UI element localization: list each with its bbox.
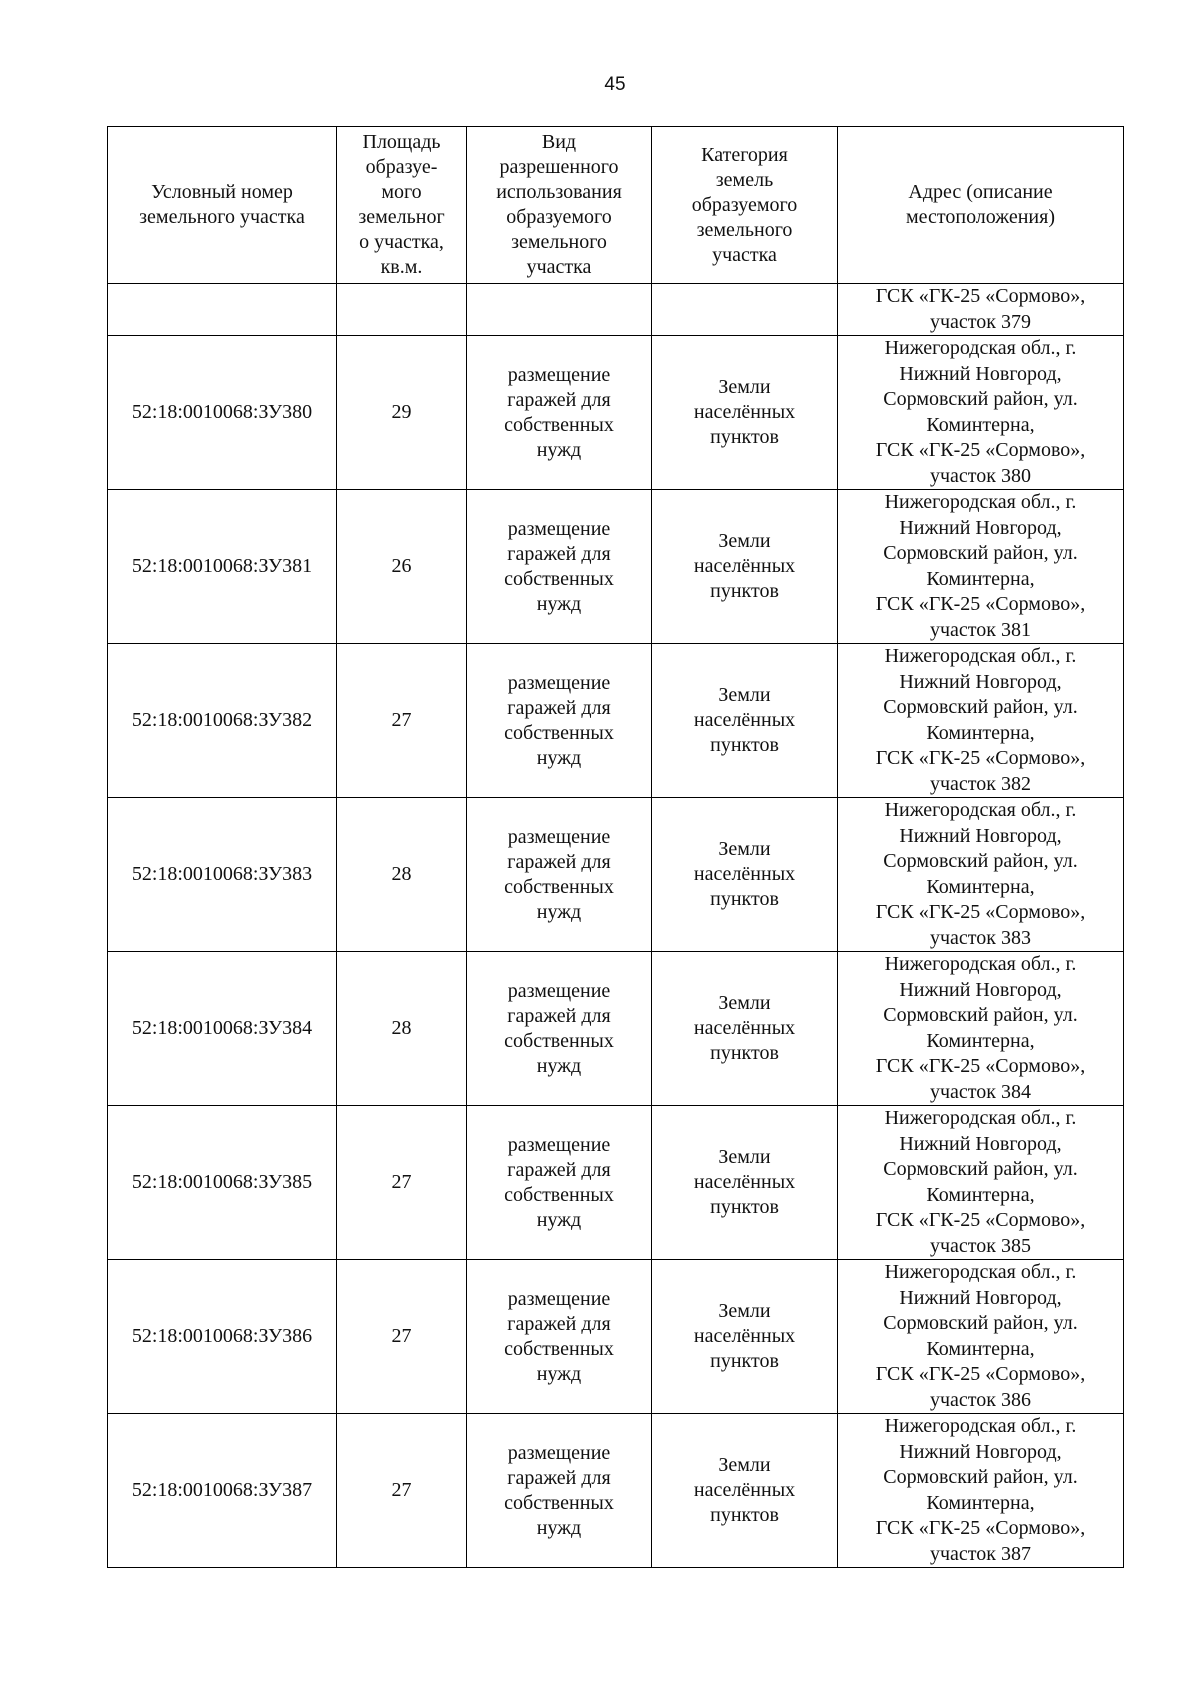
address-line: Нижегородская обл., г. <box>884 645 1077 667</box>
continuation-area-cell <box>337 284 467 336</box>
table-row <box>108 1414 1124 1568</box>
permitted-use-line: нужд <box>536 1054 582 1077</box>
permitted-use-line: гаражей для <box>507 1312 611 1335</box>
address-line: участок 387 <box>929 1542 1031 1565</box>
permitted-use-line: нужд <box>536 746 582 769</box>
table-row <box>108 1106 1124 1260</box>
permitted-use-line: размещение <box>507 517 611 540</box>
permitted-use-cell <box>467 336 652 490</box>
area-cell: 27 <box>337 644 467 798</box>
permitted-use-line: размещение <box>507 825 611 848</box>
permitted-use-line: нужд <box>536 1362 582 1385</box>
permitted-use-cell <box>467 1260 652 1414</box>
land-category-line: пунктов <box>710 1196 779 1218</box>
table-row <box>108 336 1124 490</box>
plot-number-cell: 52:18:0010068:ЗУ381 <box>108 490 337 644</box>
header-permitted-use: Вид разрешенного использования образуемого земельного участка <box>467 127 652 284</box>
plot-number-cell: 52:18:0010068:ЗУ380 <box>108 336 337 490</box>
permitted-use-line: гаражей для <box>507 1466 611 1489</box>
address-line: ГСК «ГК-25 «Сормово», <box>875 1363 1086 1385</box>
address-cell <box>838 798 1124 952</box>
address-line: ГСК «ГК-25 «Сормово», <box>875 593 1086 615</box>
address-line: Нижний Новгород, <box>899 362 1062 385</box>
address-line: Коминтерна, <box>926 1491 1035 1514</box>
permitted-use-line: гаражей для <box>507 388 611 411</box>
permitted-use-cell <box>467 798 652 952</box>
address-line: Коминтерна, <box>926 875 1035 898</box>
area-cell: 28 <box>337 798 467 952</box>
address-line: Сормовский район, ул. <box>883 1158 1078 1180</box>
address-line: участок 380 <box>929 464 1031 487</box>
address-line: Нижний Новгород, <box>899 516 1062 539</box>
area-cell: 28 <box>337 952 467 1106</box>
plot-number-cell: 52:18:0010068:ЗУ386 <box>108 1260 337 1414</box>
address-line: участок 383 <box>929 926 1031 949</box>
permitted-use-line: собственных <box>504 1491 614 1514</box>
permitted-use-line: собственных <box>504 1337 614 1360</box>
land-category-line: населённых <box>693 1171 796 1193</box>
continuation-plot-number-cell <box>108 284 337 336</box>
address-line: Коминтерна, <box>926 1183 1035 1206</box>
continuation-address-cell: ГСК «ГК-25 «Сормово», участок 379 <box>838 284 1124 336</box>
address-line: участок 385 <box>929 1234 1031 1257</box>
permitted-use-line: размещение <box>507 1133 611 1156</box>
permitted-use-line: собственных <box>504 567 614 590</box>
address-cell <box>838 490 1124 644</box>
address-line: ГСК «ГК-25 «Сормово», <box>875 901 1086 923</box>
address-cell <box>838 336 1124 490</box>
land-category-cell <box>652 644 838 798</box>
address-line: Коминтерна, <box>926 721 1035 744</box>
land-category-line: пунктов <box>710 1350 779 1372</box>
address-line: ГСК «ГК-25 «Сормово», <box>875 1055 1086 1077</box>
address-line: Нижегородская обл., г. <box>884 1261 1077 1283</box>
address-cell <box>838 644 1124 798</box>
address-line: Коминтерна, <box>926 567 1035 590</box>
land-category-line: населённых <box>693 1017 796 1039</box>
address-line: ГСК «ГК-25 «Сормово», <box>875 747 1086 769</box>
plot-number-cell: 52:18:0010068:ЗУ384 <box>108 952 337 1106</box>
address-line: Нижний Новгород, <box>899 978 1062 1001</box>
address-line: ГСК «ГК-25 «Сормово», <box>875 1517 1086 1539</box>
address-cell <box>838 952 1124 1106</box>
permitted-use-line: собственных <box>504 1029 614 1052</box>
address-line: Нижний Новгород, <box>899 1440 1062 1463</box>
address-line: Нижегородская обл., г. <box>884 491 1077 513</box>
land-category-line: Земли <box>718 684 771 706</box>
land-category-line: Земли <box>718 376 771 398</box>
address-cell <box>838 1106 1124 1260</box>
address-line: Нижегородская обл., г. <box>884 799 1077 821</box>
header-address: Адрес (описание местоположения) <box>838 127 1124 284</box>
permitted-use-line: гаражей для <box>507 850 611 873</box>
table-row <box>108 644 1124 798</box>
permitted-use-cell <box>467 952 652 1106</box>
land-category-cell <box>652 1106 838 1260</box>
address-line: Коминтерна, <box>926 413 1035 436</box>
land-category-line: населённых <box>693 1325 796 1347</box>
table-row <box>108 798 1124 952</box>
permitted-use-line: собственных <box>504 721 614 744</box>
land-category-line: населённых <box>693 555 796 577</box>
land-category-cell <box>652 1414 838 1568</box>
permitted-use-line: гаражей для <box>507 1004 611 1027</box>
land-category-cell <box>652 490 838 644</box>
permitted-use-cell <box>467 490 652 644</box>
land-category-line: Земли <box>718 1454 771 1476</box>
table-row <box>108 490 1124 644</box>
address-line: ГСК «ГК-25 «Сормово», <box>875 1209 1086 1231</box>
permitted-use-line: гаражей для <box>507 1158 611 1181</box>
address-line: Сормовский район, ул. <box>883 1466 1078 1488</box>
area-cell: 27 <box>337 1260 467 1414</box>
permitted-use-line: собственных <box>504 413 614 436</box>
land-category-line: населённых <box>693 401 796 423</box>
address-line: Коминтерна, <box>926 1029 1035 1052</box>
permitted-use-line: нужд <box>536 592 582 615</box>
plot-number-cell: 52:18:0010068:ЗУ387 <box>108 1414 337 1568</box>
permitted-use-line: нужд <box>536 1516 582 1539</box>
land-category-line: пунктов <box>710 888 779 910</box>
permitted-use-line: гаражей для <box>507 542 611 565</box>
permitted-use-line: гаражей для <box>507 696 611 719</box>
address-line: участок 382 <box>929 772 1031 795</box>
permitted-use-line: размещение <box>507 979 611 1002</box>
permitted-use-line: размещение <box>507 363 611 386</box>
land-category-line: населённых <box>693 709 796 731</box>
address-line: участок 381 <box>929 618 1031 641</box>
land-plots-table <box>107 126 1124 1568</box>
address-line: Нижегородская обл., г. <box>884 337 1077 359</box>
permitted-use-cell <box>467 644 652 798</box>
area-cell: 26 <box>337 490 467 644</box>
header-area: Площадь образуе- мого земельног о участка, кв.м. <box>337 127 467 284</box>
land-category-line: Земли <box>718 992 771 1014</box>
address-line: Нижний Новгород, <box>899 670 1062 693</box>
address-line: Нижний Новгород, <box>899 824 1062 847</box>
address-line: участок 384 <box>929 1080 1031 1103</box>
permitted-use-line: собственных <box>504 875 614 898</box>
permitted-use-cell <box>467 1414 652 1568</box>
permitted-use-line: размещение <box>507 1441 611 1464</box>
permitted-use-line: размещение <box>507 1287 611 1310</box>
page-number: 45 <box>604 74 626 95</box>
land-category-line: пунктов <box>710 580 779 602</box>
land-category-line: Земли <box>718 1300 771 1322</box>
continuation-category-cell <box>652 284 838 336</box>
land-category-line: пунктов <box>710 1042 779 1064</box>
address-line: ГСК «ГК-25 «Сормово», <box>875 439 1086 461</box>
land-category-cell <box>652 336 838 490</box>
land-category-cell <box>652 952 838 1106</box>
land-category-cell <box>652 1260 838 1414</box>
plot-number-cell: 52:18:0010068:ЗУ382 <box>108 644 337 798</box>
address-line: Нижний Новгород, <box>899 1286 1062 1309</box>
land-category-line: населённых <box>693 1479 796 1501</box>
header-land-category: Категория земель образуемого земельного участка <box>652 127 838 284</box>
permitted-use-line: собственных <box>504 1183 614 1206</box>
address-line: Сормовский район, ул. <box>883 388 1078 410</box>
land-category-line: пунктов <box>710 734 779 756</box>
permitted-use-line: нужд <box>536 900 582 923</box>
address-line: Сормовский район, ул. <box>883 1312 1078 1334</box>
plot-number-cell: 52:18:0010068:ЗУ383 <box>108 798 337 952</box>
address-line: Нижний Новгород, <box>899 1132 1062 1155</box>
address-line: Нижегородская обл., г. <box>884 953 1077 975</box>
land-category-line: Земли <box>718 838 771 860</box>
address-line: Нижегородская обл., г. <box>884 1107 1077 1129</box>
address-line: Сормовский район, ул. <box>883 542 1078 564</box>
area-cell: 27 <box>337 1106 467 1260</box>
table-header-row <box>108 127 1124 284</box>
permitted-use-line: размещение <box>507 671 611 694</box>
address-line: Нижегородская обл., г. <box>884 1415 1077 1437</box>
land-category-line: пунктов <box>710 1504 779 1526</box>
header-plot-number: Условный номер земельного участка <box>108 127 337 284</box>
permitted-use-line: нужд <box>536 1208 582 1231</box>
area-cell: 27 <box>337 1414 467 1568</box>
land-category-line: населённых <box>693 863 796 885</box>
land-category-line: Земли <box>718 530 771 552</box>
permitted-use-cell <box>467 1106 652 1260</box>
land-category-line: пунктов <box>710 426 779 448</box>
address-line: Сормовский район, ул. <box>883 696 1078 718</box>
table-row <box>108 1260 1124 1414</box>
permitted-use-line: нужд <box>536 438 582 461</box>
continuation-row <box>108 284 1124 336</box>
address-line: Сормовский район, ул. <box>883 1004 1078 1026</box>
address-cell <box>838 1414 1124 1568</box>
area-cell: 29 <box>337 336 467 490</box>
land-category-line: Земли <box>718 1146 771 1168</box>
land-category-cell <box>652 798 838 952</box>
table-row <box>108 952 1124 1106</box>
plot-number-cell: 52:18:0010068:ЗУ385 <box>108 1106 337 1260</box>
address-line: участок 386 <box>929 1388 1031 1411</box>
continuation-use-cell <box>467 284 652 336</box>
address-line: Коминтерна, <box>926 1337 1035 1360</box>
address-cell <box>838 1260 1124 1414</box>
address-line: Сормовский район, ул. <box>883 850 1078 872</box>
